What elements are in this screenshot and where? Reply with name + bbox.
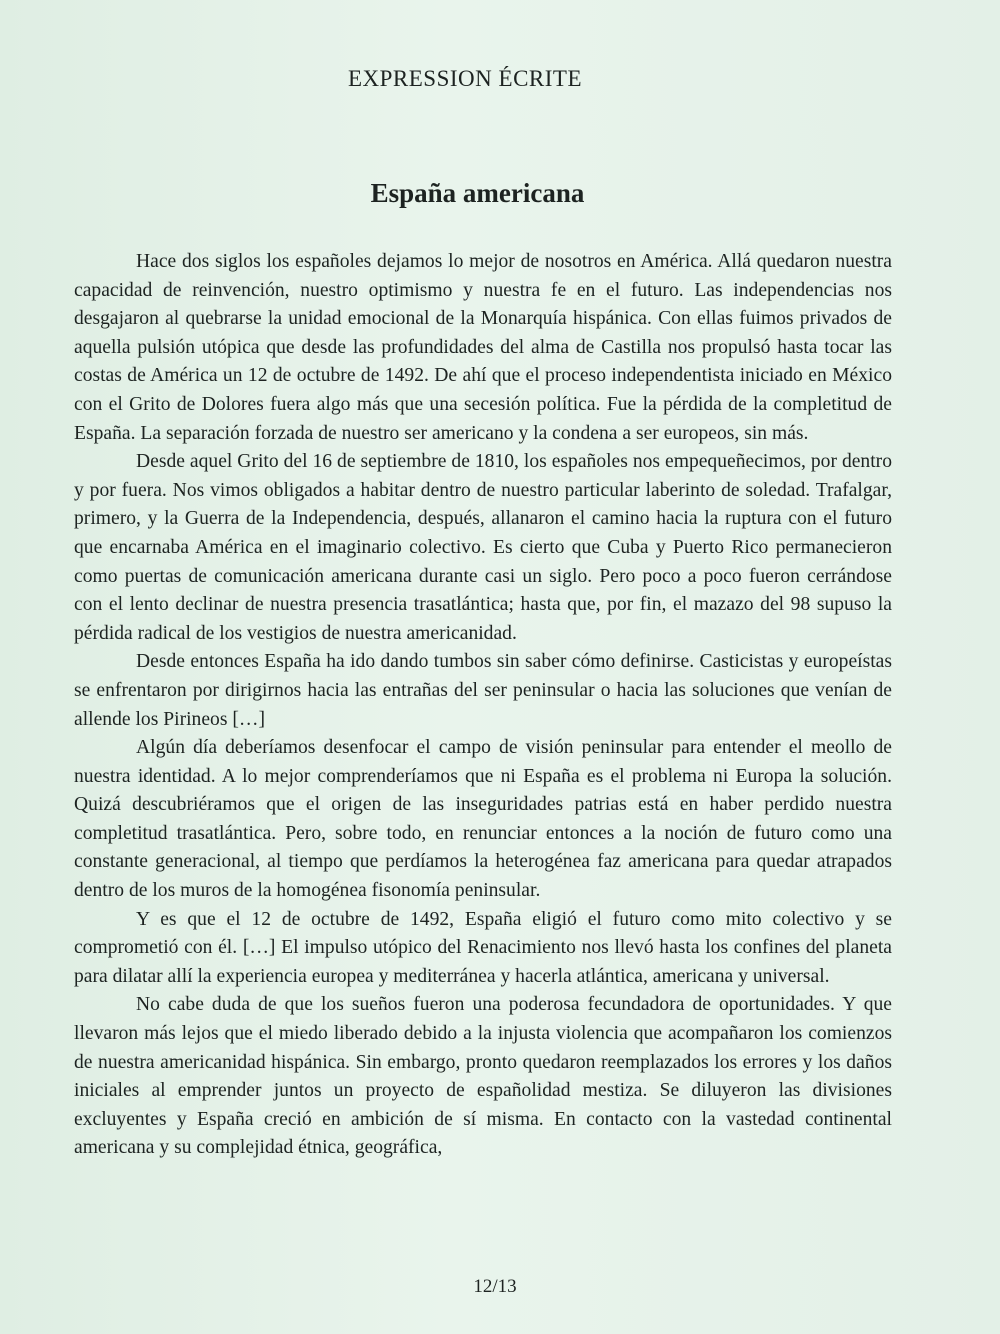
paragraph-4: Algún día deberíamos desenfocar el campo de visión peninsular para entender el meollo de nuestra identidad. A lo mejor comprenderíamos que ni España es el problema ni Europa la solución. Quizá descubriéramos que el origen de las inseguridades patrias está en haber perdido nuestra completitud trasatlántica. Pero, sobre todo, en renunciar entonces a la noción de futuro como una constante generacional, al tiempo que perdíamos la heterogénea faz americana para quedar atrapados dentro de los muros de la homogénea fisonomía peninsular. xyxy=(74,737,892,902)
paragraph-3: Desde entonces España ha ido dando tumbos sin saber cómo definirse. Casticistas y europeístas se enfrentaron por dirigirnos hacia las entrañas del ser peninsular o hacia las soluciones que venían de allende los Pirineos […] xyxy=(74,651,892,730)
paragraph-2: Desde aquel Grito del 16 de septiembre de 1810, los españoles nos empequeñecimos, por dentro y por fuera. Nos vimos obligados a habitar dentro de nuestro particular laberinto de soledad. Trafalgar, primero, y la Guerra de la Independencia, después, allanaron el camino hacia la ruptura con el futuro que encarnaba América en el imaginario colectivo. Es cierto que Cuba y Puerto Rico permanecieron como puertas de comunicación americana durante casi un siglo. Pero poco a poco fueron cerrándose con el lento declinar de nuestra presencia trasatlántica; hasta que, por fin, el mazazo del 98 supuso la pérdida radical de los vestigios de nuestra americanidad. xyxy=(74,451,892,644)
paragraph-6: No cabe duda de que los sueños fueron una poderosa fecundadora de oportunidades. Y que llevaron más lejos que el miedo liberado debido a la injusta violencia que acompañaron los comienzos de nuestra americanidad hispánica. Sin embargo, pronto quedaron reemplazados los errores y los daños iniciales al emprender juntos un proyecto de españolidad mestiza. Se diluyeron las divisiones excluyentes y España creció en ambición de sí misma. En contacto con la vastedad continental americana y su complejidad étnica, geográfica, xyxy=(74,994,892,1159)
section-label: EXPRESSION ÉCRITE xyxy=(347,66,583,91)
article-body xyxy=(74,248,892,1163)
article-title: España americana xyxy=(370,178,585,208)
paragraph-1: Hace dos siglos los españoles dejamos lo mejor de nosotros en América. Allá quedaron nuestra capacidad de reinvención, nuestro optimismo y nuestra fe en el futuro. Las independencias nos desgajaron al quebrarse la unidad emocional de la Monarquía hispánica. Con ellas fuimos privados de aquella pulsión utópica que desde las profundidades del alma de Castilla nos propulsó hasta tocar las costas de América un 12 de octubre de 1492. De ahí que el proceso independentista iniciado en México con el Grito de Dolores fuera algo más que una secesión política. Fue la pérdida de la completitud de España. La separación forzada de nuestro ser americano y la condena a ser europeos, sin más. xyxy=(74,251,892,444)
page-number: 12/13 xyxy=(473,1276,517,1297)
paragraph-5: Y es que el 12 de octubre de 1492, España eligió el futuro como mito colectivo y se comprometió con él. […] El impulso utópico del Renacimiento nos llevó hasta los confines del planeta para dilatar allí la experiencia europea y mediterránea y hacerla atlántica, americana y universal. xyxy=(74,908,892,987)
